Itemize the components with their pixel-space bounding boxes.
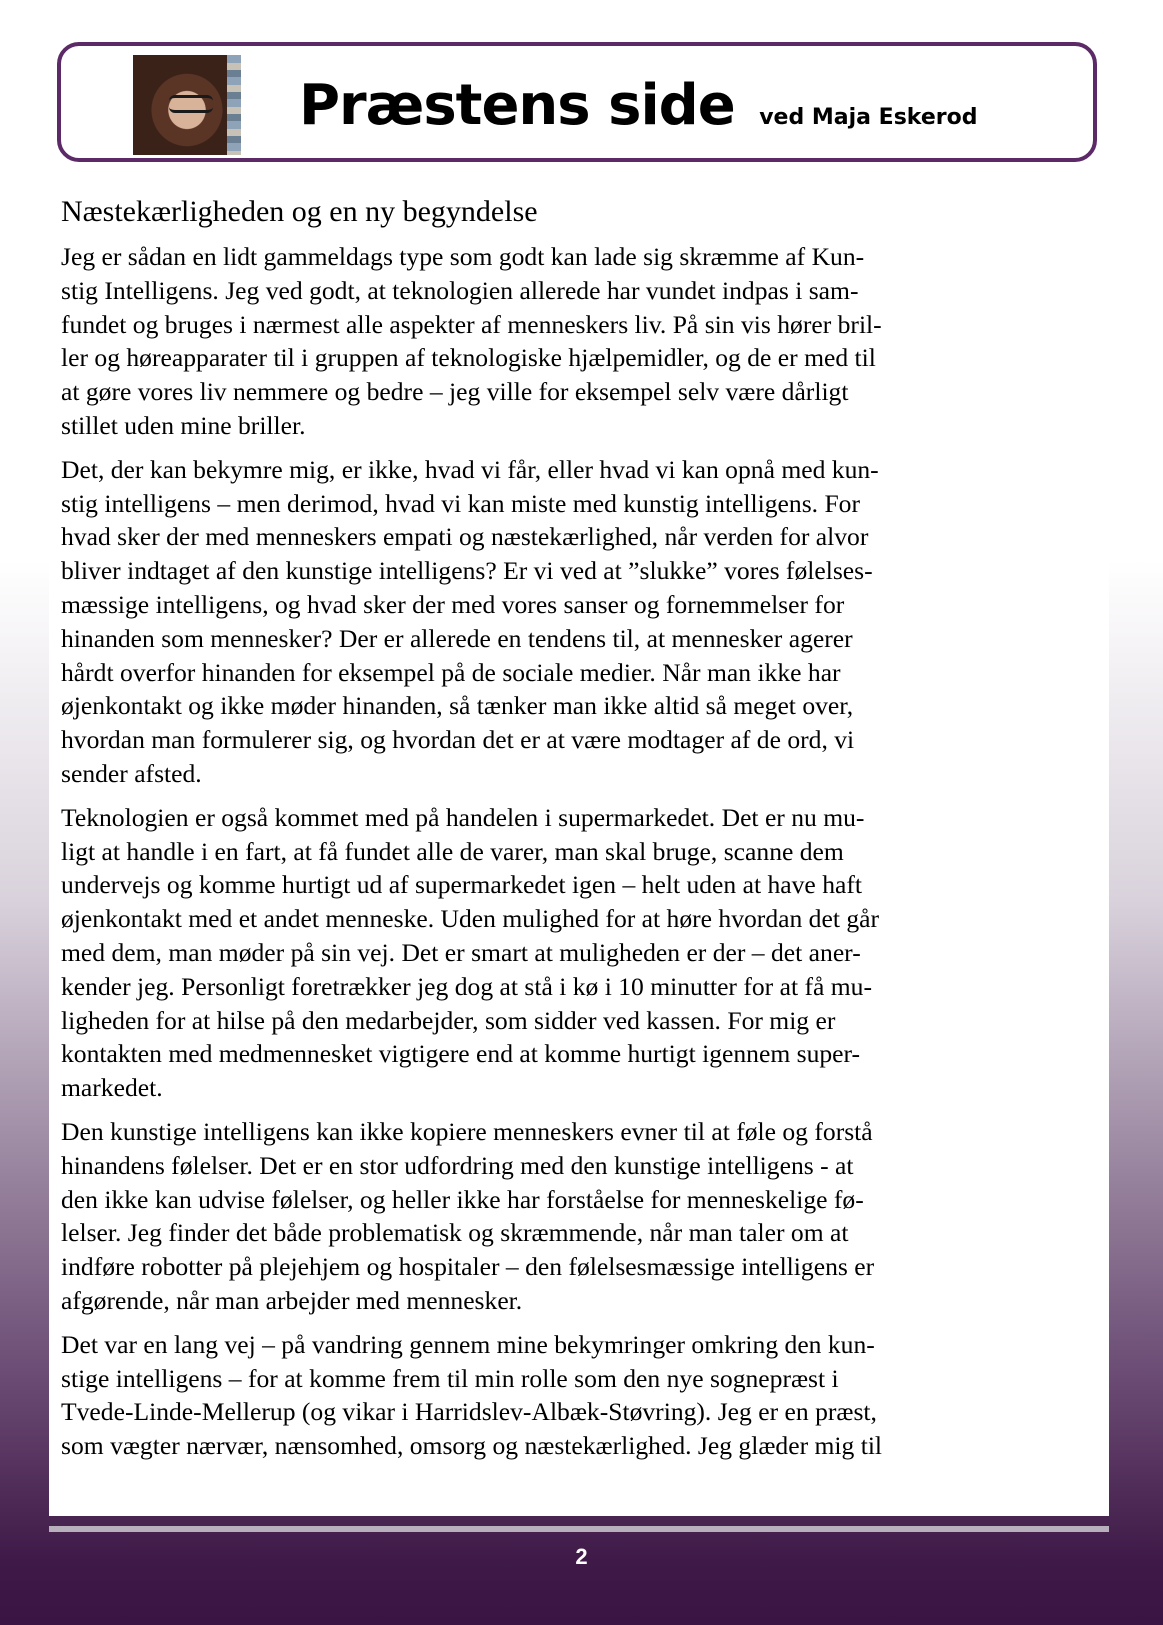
article-paragraph-1: Jeg er sådan en lidt gammeldags type som godt kan lade sig skræmme af Kun- stig Intelligens. Jeg ved godt, at teknologien allerede har vundet indpas i sam- fundet og bruges i nærmest alle aspekter af menneskers liv. På sin vis hører bril- ler og høreapparater til i gruppen af teknologiske hjælpemidler, og de er med til at gøre vores liv nemmere og bedre – jeg ville for eksempel selv være dårligt stillet uden mine briller. bbox=[61, 242, 882, 440]
page-number: 2 bbox=[575, 1544, 588, 1569]
title-text: Præstens side bbox=[299, 73, 735, 138]
author-byline: ved Maja Eskerod bbox=[759, 105, 978, 130]
article-title: Næstekærligheden og en ny begyndelse bbox=[61, 195, 538, 228]
article-paragraph-4: Den kunstige intelligens kan ikke kopiere menneskers evner til at føle og forstå hinandens følelser. Det er en stor udfordring med den kunstige intelligens - at den ikke kan udvise følelser, og heller ikke har forståelse for menneskelige fø- lelser. Jeg finder det både problematisk og skræmmende, når man taler om at indføre robotter på plejehjem og hospitaler – den følelsesmæssige intelligens er afgørende, når man arbejder med mennesker. bbox=[61, 1116, 875, 1315]
page-header bbox=[57, 42, 1097, 162]
footer-divider bbox=[49, 1526, 1109, 1532]
bookshelf-background bbox=[227, 55, 241, 155]
glasses-shape bbox=[169, 95, 213, 113]
article-body bbox=[49, 180, 1109, 1516]
article-paragraph-3: Teknologien er også kommet med på handelen i supermarkedet. Det er nu mu- ligt at handle i en fart, at få fundet alle de varer, man skal bruge, scanne dem undervejs og komme hurtigt ud af supermarkedet igen – helt uden at have haft øjenkontakt med et andet menneske. Uden mulighed for at høre hvordan det går med dem, man møder på sin vej. Det er smart at muligheden er der – det aner- kender jeg. Personligt foretrækker jeg dog at stå i kø i 10 minutter for at få mu- ligheden for at hilse på den medarbejder, som sidder ved kassen. For mig er kontakten med medmennesket vigtigere end at komme hurtigt igennem super- markedet. bbox=[61, 802, 880, 1103]
author-portrait bbox=[133, 55, 241, 155]
page-title bbox=[299, 73, 978, 138]
article-paragraph-5: Det var en lang vej – på vandring gennem mine bekymringer omkring den kun- stige intelligens – for at komme frem til min rolle som den nye sognepræst i Tvede-Linde-Mellerup (og vikar i Harridslev-Albæk-Støvring). Jeg er en præst, som vægter nærvær, nænsomhed, omsorg og næstekærlighed. Jeg glæder mig til bbox=[61, 1329, 883, 1461]
article-paragraph-2: Det, der kan bekymre mig, er ikke, hvad vi får, eller hvad vi kan opnå med kun- stig intelligens – men derimod, hvad vi kan miste med kunstig intelligens. For hvad sker der med menneskers empati og næstekærlighed, når verden for alvor bliver indtaget af den kunstige intelligens? Er vi ved at ”slukke” vores følelses- mæssige intelligens, og hvad sker der med vores sanser og fornemmelser for hinanden som mennesker? Der er allerede en tendens til, at mennesker agerer hårdt overfor hinanden for eksempel på de sociale medier. Når man ikke har øjenkontakt og ikke møder hinanden, så tænker man ikke altid så meget over, hvordan man formulerer sig, og hvordan det er at være modtager af de ord, vi sender afsted. bbox=[61, 454, 879, 788]
